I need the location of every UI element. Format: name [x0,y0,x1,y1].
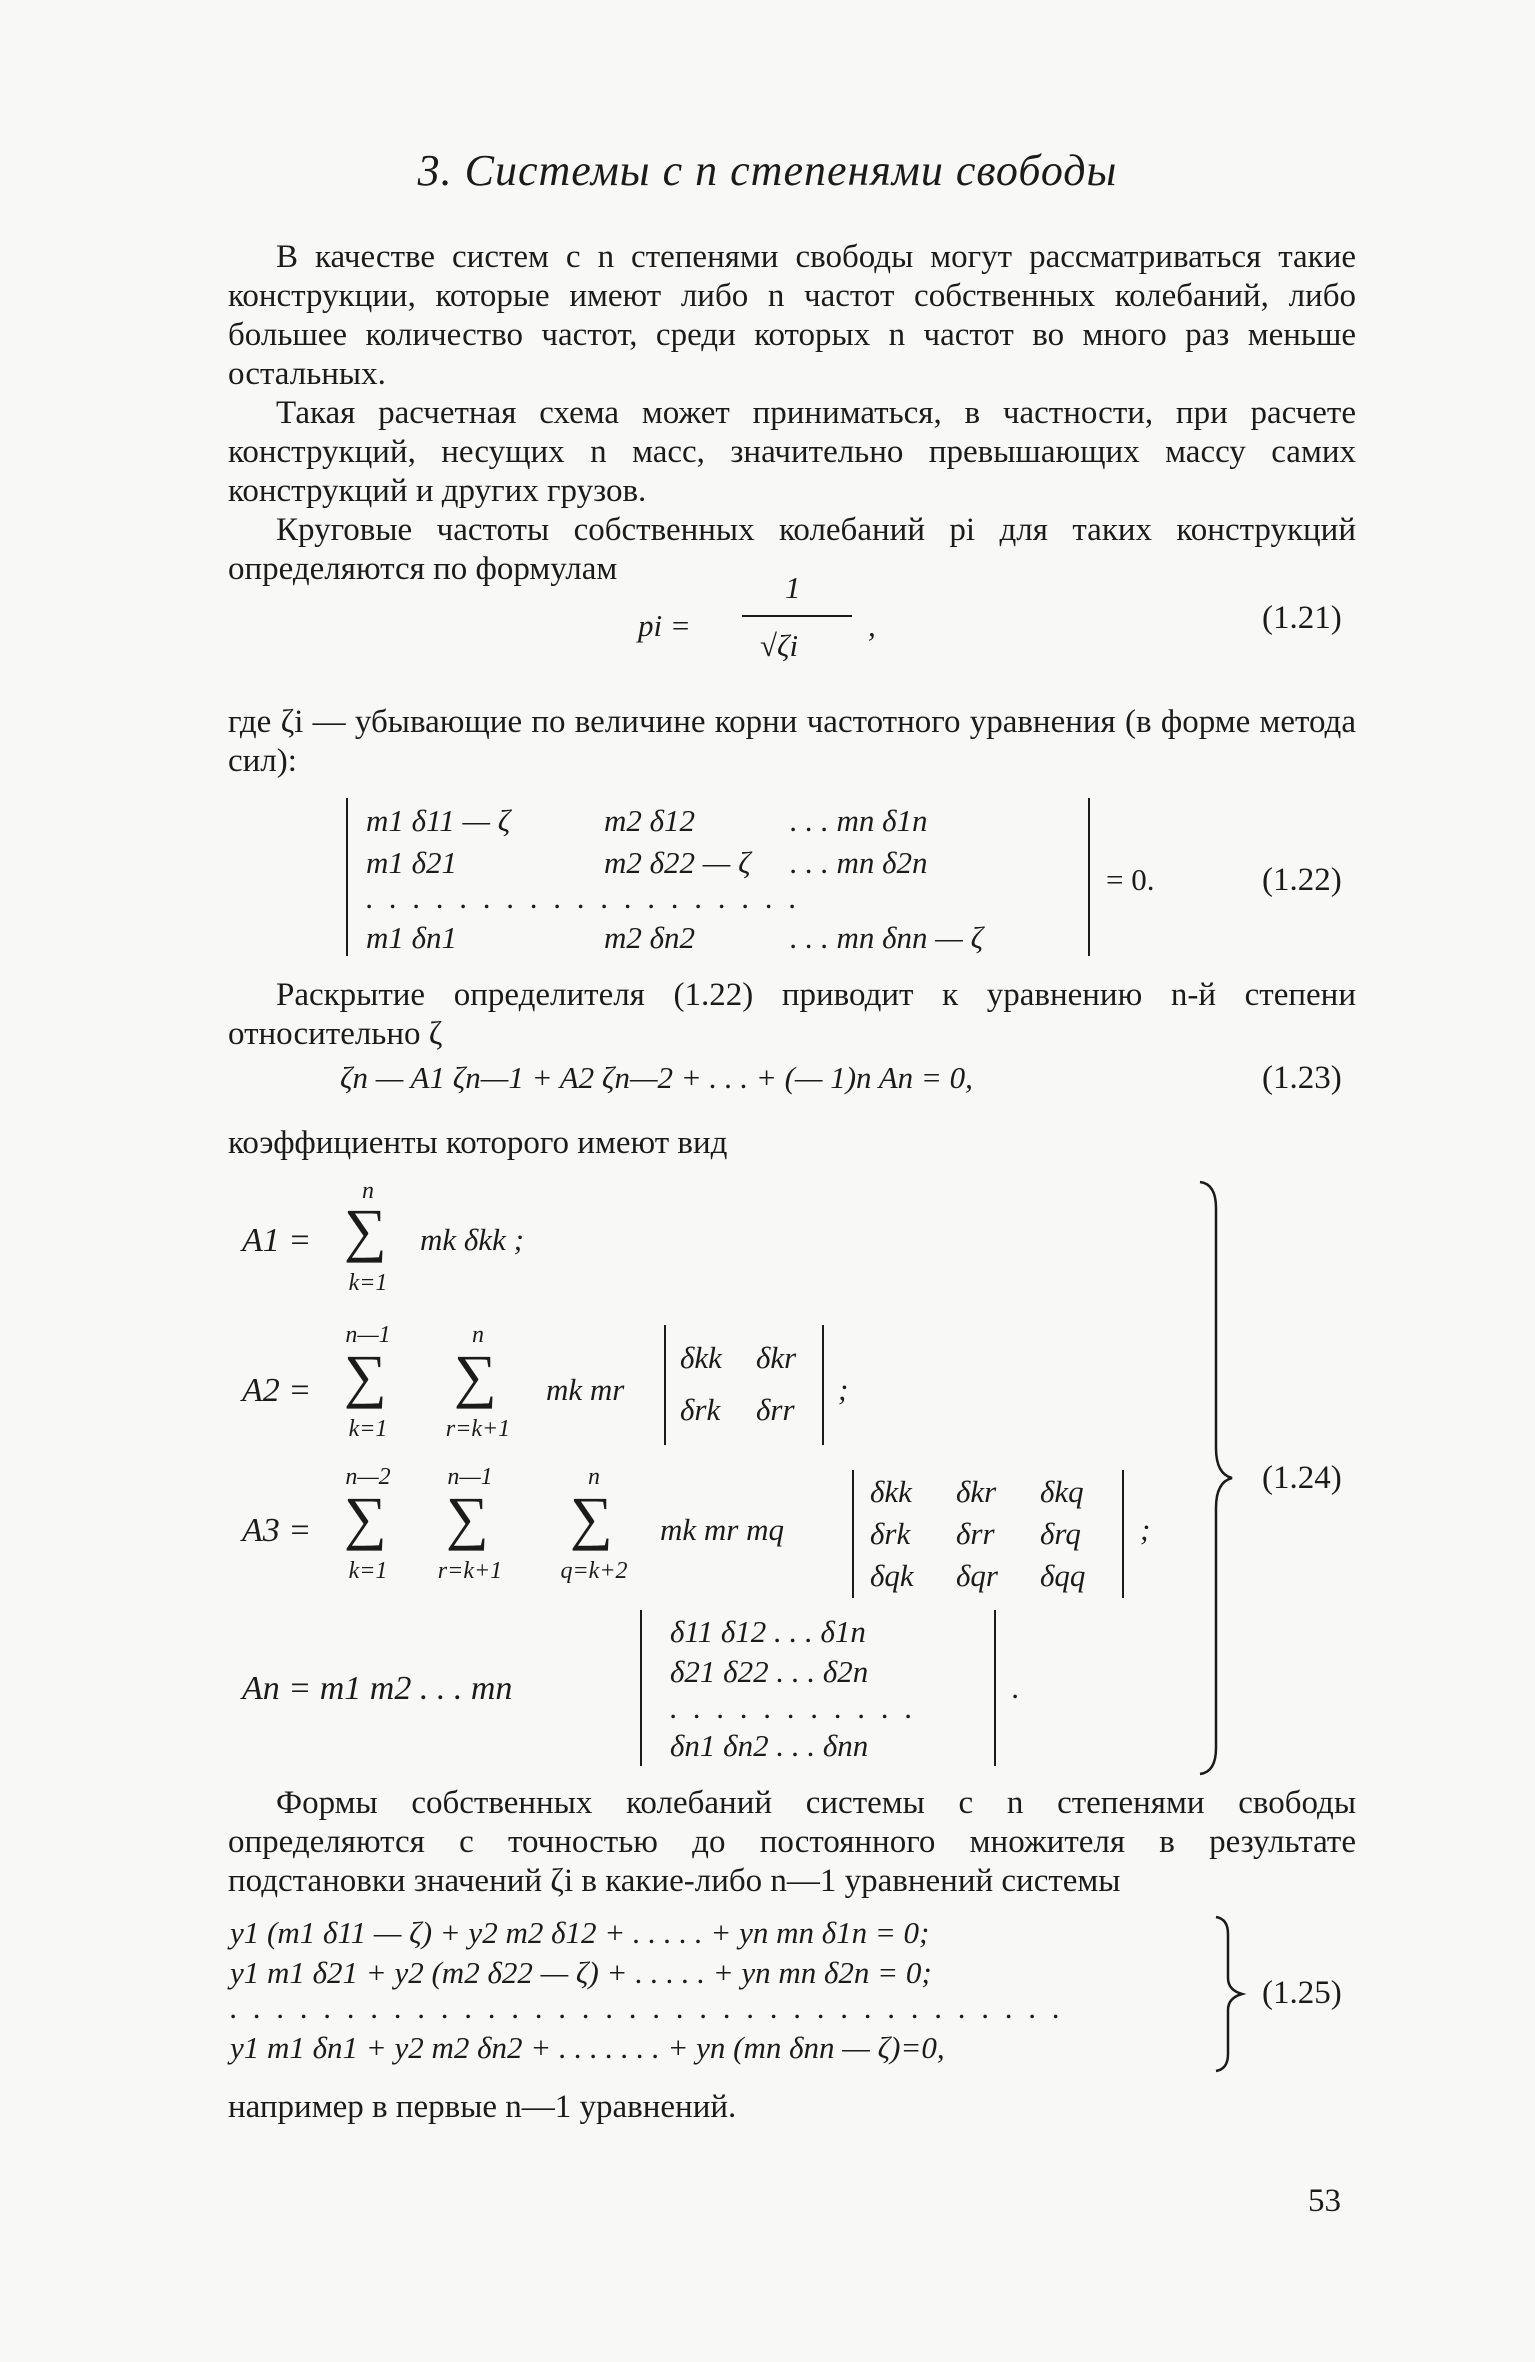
eq-1-22-r1c1: m1 δ11 — ζ [366,803,511,838]
paragraph-1: В качестве систем с n степенями свободы могут рассматриваться такие конструкции, которые имеют либо n частот собственных колебаний, либо большее количество частот, среди которых n частот во много раз меньше остальных. [228,239,1356,392]
eq-1-24-a2-end: ; [838,1372,849,1407]
eq-1-24-a3-sum3-bottom: q=k+2 [560,1558,628,1584]
eq-1-23-label: (1.23) [1262,1060,1342,1096]
eq-1-24-a2-sum2-top: n [472,1322,484,1348]
eq-1-25-row2: y1 m1 δ21 + y2 (m2 δ22 — ζ) + . . . . . + yn mn δ2n = 0; [230,1955,932,1990]
eq-1-24-a3-m23: δrq [1040,1516,1081,1551]
eq-1-21-label: (1.21) [1262,600,1342,636]
eq-1-21-lhs: pi = [638,608,691,643]
forms-text: Формы собственных колебаний системы с n степенями свободы определяются с точностью до постоянного множителя в результате подстановки значений ζi в какие-либо n—1 уравнений системы [228,1785,1356,1899]
eq-1-24-a3-m33: δqq [1040,1558,1086,1593]
eq-1-24-a2-m21: δrk [680,1392,721,1427]
eq-1-24-a3-m13: δkq [1040,1474,1084,1509]
eq-1-22-dots: . . . . . . . . . . . . . . . . . . . [366,880,801,915]
right-brace-icon [1196,1178,1236,1778]
sigma-icon: ∑ [344,1343,387,1409]
eq-1-22-label: (1.22) [1262,862,1342,898]
eq-1-24-a3-term: mk mr mq [660,1512,784,1547]
coeffs-text: коэффициенты которого имеют вид [228,1125,728,1161]
eq-1-24-a3-left-bar [852,1470,854,1598]
eq-1-24-an-dots: . . . . . . . . . . . [670,1690,917,1725]
eq-1-21-denominator: √ζi [760,628,799,663]
eq-1-24-a3-sum2-top: n—1 [447,1464,493,1490]
eq-1-24-an-row4: δn1 δn2 . . . δnn [670,1728,869,1763]
eq-1-22-r4c2: m2 δn2 [604,920,696,955]
eq-1-24-an-end: . [1012,1670,1020,1705]
eq-1-24-a3-m21: δrk [870,1516,911,1551]
section-title: 3. Системы с n степенями свободы [417,146,1118,195]
eq-1-24-an-left-bar [640,1610,642,1766]
eq-1-23-expr: ζn — A1 ζn—1 + A2 ζn—2 + . . . + (— 1)n An = 0, [340,1060,973,1095]
sigma-icon: ∑ [344,1197,387,1263]
eq-1-21-fraction-bar [742,615,852,617]
eq-1-24-a3-m32: δqr [956,1558,998,1593]
eq-1-24-an-lhs: An = m1 m2 . . . mn [242,1670,513,1707]
sigma-icon: ∑ [446,1485,489,1551]
eq-1-24-a2-m12: δkr [756,1340,797,1375]
eq-1-24-a3-end: ; [1140,1512,1151,1547]
eq-1-22-r2c1: m1 δ21 [366,845,458,880]
eq-1-24-a1-lhs: A1 = [242,1222,312,1259]
eq-1-22-r1c3: . . . mn δ1n [790,803,928,838]
eq-1-24-label: (1.24) [1262,1460,1342,1496]
right-brace-icon [1212,1914,1248,2074]
eq-1-24-a3-sum3-top: n [588,1464,600,1490]
eq-1-22-r4c3: . . . mn δnn — ζ [790,920,984,955]
eq-1-24-a3-lhs: A3 = [242,1512,312,1549]
eq-1-24-a2-term: mk mr [546,1372,625,1407]
eq-1-24-an-row1: δ11 δ12 . . . δ1n [670,1614,866,1649]
eq-1-22-r1c2: m2 δ12 [604,803,696,838]
eq-1-25-label: (1.25) [1262,1975,1342,2011]
eq-1-22-right-bar [1088,798,1090,956]
page-number: 53 [1308,2183,1341,2219]
eq-1-25-row1: y1 (m1 δ11 — ζ) + y2 m2 δ12 + . . . . . + yn mn δ1n = 0; [230,1915,930,1950]
eq-1-22-rhs: = 0. [1106,862,1155,897]
eq-1-24-a1-sum-bottom: k=1 [348,1270,388,1296]
eq-1-24-a2-sum1-bottom: k=1 [348,1416,388,1442]
eq-1-24-a1-sum-top: n [362,1178,374,1204]
eq-1-25-row4: y1 m1 δn1 + y2 m2 δn2 + . . . . . . . + yn (mn δnn — ζ)=0, [230,2030,945,2065]
eq-1-21-numerator: 1 [785,570,801,605]
eq-1-24-a3-m11: δkk [870,1474,912,1509]
sigma-icon: ∑ [344,1485,387,1551]
eq-1-21-comma: , [868,608,876,643]
eq-1-22-r2c2: m2 δ22 — ζ [604,845,751,880]
eq-1-24-a3-m31: δqk [870,1558,914,1593]
eq-1-24-an-right-bar [994,1610,996,1766]
sigma-icon: ∑ [570,1485,613,1551]
eq-1-24-a2-sum2-bottom: r=k+1 [445,1416,511,1442]
eq-1-24-a3-m12: δkr [956,1474,997,1509]
eq-1-24-a3-m22: δrr [956,1516,995,1551]
example-text: например в первые n—1 уравнений. [228,2089,737,2125]
paragraph-2: Такая расчетная схема может приниматься, в частности, при расчете конструкций, несущих n масс, значительно превышающих массу самих конструкций и других грузов. [228,395,1356,509]
paragraph-3: Круговые частоты собственных колебаний pi для таких конструкций определяются по формулам [228,512,1356,587]
eq-1-24-a2-m11: δkk [680,1340,722,1375]
eq-1-24-an-row2: δ21 δ22 . . . δ2n [670,1654,869,1689]
sigma-icon: ∑ [454,1343,497,1409]
eq-1-24-a2-sum1-top: n—1 [345,1322,391,1348]
eq-1-24-a2-m22: δrr [756,1392,795,1427]
eq-1-24-a3-sum1-top: n—2 [345,1464,391,1490]
eq-1-24-a1-term: mk δkk ; [420,1222,524,1257]
eq-1-24-a3-sum1-bottom: k=1 [348,1558,388,1584]
text-after-1-22: Раскрытие определителя (1.22) приводит к уравнению n-й степени относительно ζ [228,977,1356,1052]
eq-1-24-a2-left-bar [664,1325,666,1445]
eq-1-24-a2-lhs: A2 = [242,1372,312,1409]
eq-1-24-a3-sum2-bottom: r=k+1 [437,1558,503,1584]
intro-text [228,238,1356,589]
eq-1-22-r4c1: m1 δn1 [366,920,458,955]
eq-1-24-a2-right-bar [822,1325,824,1445]
eq-1-22-r2c3: . . . mn δ2n [790,845,928,880]
eq-1-25-dots: . . . . . . . . . . . . . . . . . . . . . . . . . . . . . . . . . . . . [230,1990,1065,2025]
eq-1-22-left-bar [346,798,348,956]
where-text: где ζi — убывающие по величине корни частотного уравнения (в форме метода сил): [228,704,1356,779]
eq-1-24-a3-right-bar [1122,1470,1124,1598]
